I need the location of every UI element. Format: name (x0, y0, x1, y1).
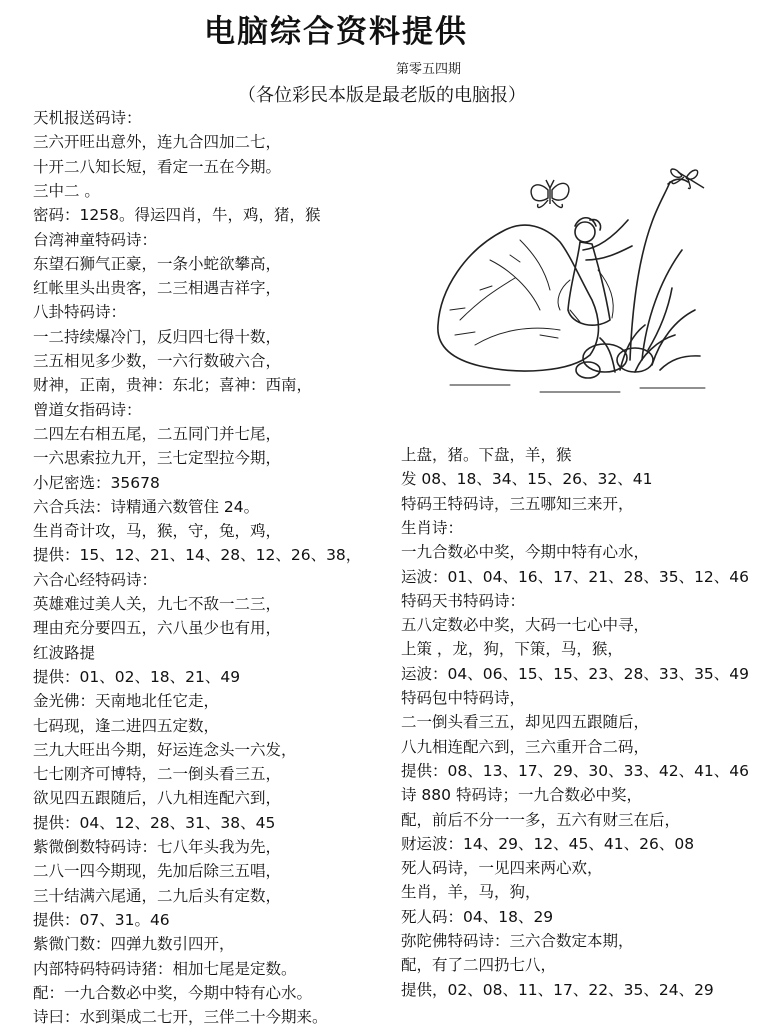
maiden-rock-illustration (420, 160, 720, 410)
right-column-line: 财运波：14、29、12、45、41、26、08 (401, 834, 695, 853)
left-column-line: 台湾神童特码诗： (33, 230, 158, 249)
left-column-line: 生肖奇计攻，马，猴，守，兔，鸡， (33, 522, 282, 541)
left-column-line: 二八一四今期现，先加后除三五唱， (33, 862, 282, 881)
right-column-line: 特码天书特码诗： (401, 591, 526, 610)
left-column-line: 三九大旺出今期，好运连念头一六发， (33, 740, 297, 759)
left-column-line: 提供：07、31。46 (33, 910, 170, 929)
left-column-line: 三六开旺出意外，连九合四加二七， (33, 133, 282, 152)
left-column-line: 东望石狮气正豪，一条小蛇欲攀高， (33, 254, 282, 273)
rock-shape (438, 225, 599, 371)
left-column-line: 八卦特码诗： (33, 303, 127, 322)
right-column-line: 提供：08、13、17、29、30、33、42、41、46 (401, 761, 750, 780)
right-column-line: 死人码：04、18、29 (401, 907, 554, 926)
left-column-line: 小尼密选：35678 (33, 473, 160, 492)
left-column-line: 十开二八知长短，看定一五在今期。 (33, 157, 282, 176)
left-column-line: 一二持续爆冷门，反归四七得十数， (33, 327, 282, 346)
right-column-line: 特码王特码诗，三五哪知三来开， (401, 494, 634, 513)
left-column-line: 英雄难过美人关，九七不敌一二三， (33, 595, 282, 613)
right-column-line: 一九合数必中奖，今期中特有心水， (401, 543, 650, 562)
right-column-line: 发 08、18、34、15、26、32、41 (401, 470, 653, 489)
left-column-line: 理由充分要四五，六八虽少也有用， (33, 619, 282, 638)
right-column-line: 生肖，羊，马，狗， (401, 883, 541, 902)
left-column-line: 曾道女指码诗： (33, 400, 142, 419)
left-column-line: 提供：01、02、18、21、49 (33, 667, 241, 686)
left-column-line: 三五相见多少数，一六行数破六合， (33, 352, 282, 370)
left-column-line: 欲见四五跟随后，八九相连配六到， (33, 789, 282, 808)
right-column-line: 五八定数必中奖，大码一七心中寻， (401, 616, 650, 635)
right-column-line: 配，前后不分一一多，五六有财三在后， (401, 810, 681, 829)
left-column-line: 六合心经特码诗： (33, 570, 158, 589)
issue-number: 第零五四期 (396, 62, 462, 77)
left-column-line: 提供：15、12、21、14、28、12、26、38， (33, 546, 362, 565)
left-column-line: 三中二 。 (33, 181, 100, 200)
left-column-line: 二四左右相五尾，二五同门并七尾， (33, 424, 282, 443)
left-column-line: 密码：1258。得运四肖，牛，鸡，猪，猴 (33, 206, 321, 225)
right-column-line: 配，有了二四扔七八， (401, 956, 557, 975)
left-column-line: 提供：04、12、28、31、38、45 (33, 813, 276, 832)
right-column-line: 运波：01、04、16、17、21、28、35、12、46 (401, 567, 750, 586)
butterfly-icon (531, 180, 569, 207)
left-column-line: 红波路提 (33, 643, 96, 662)
left-column-line: 三十结满六尾通，二九后头有定数， (33, 886, 282, 905)
left-column-line: 配：一九合数必中奖，今期中特有心水。 (33, 983, 313, 1002)
left-column-line: 内部特码特码诗猪：相加七尾是定数。 (33, 959, 297, 978)
right-column-line: 八九相连配六到，三六重开合二码， (401, 737, 650, 756)
left-column-line: 金光佛：天南地北任它走， (33, 692, 220, 711)
left-column-line: 红帐里头出贵客，二三相遇吉祥字， (33, 279, 282, 298)
page-title: 电脑综合资料提供 (204, 14, 468, 50)
left-column-line: 紫微门数：四弹九数引四开， (33, 935, 235, 954)
left-column-line: 六合兵法：诗精通六数管住 24。 (33, 497, 260, 516)
subtitle: （各位彩民本版是最老版的电脑报） (238, 85, 526, 106)
left-column-line: 紫微倒数特码诗：七八年头我为先， (33, 838, 282, 856)
left-column-line: 一六思索拉九开，三七定型拉今期， (33, 449, 282, 468)
right-column-line: 二一倒头看三五，却见四五跟随后， (401, 713, 650, 732)
right-column-line: 运波：04、06、15、15、23、28、33、35、49 (401, 664, 750, 683)
right-column-line: 上盘，猪。下盘，羊，猴 (401, 446, 572, 464)
right-column-line: 提供，02、08、11、17、22、35、24、29 (401, 980, 714, 999)
left-column-line: 七七刚齐可博特，二一倒头看三五， (33, 765, 282, 784)
left-column-line: 诗曰：水到渠成二七开，三伴二十今期来。 (33, 1008, 328, 1027)
right-column-line: 上策 ，龙，狗，下策，马，猴， (401, 640, 623, 659)
left-column-line: 七码现，逢二进四五定数， (33, 716, 220, 735)
right-column-line: 弥陀佛特码诗：三六合数定本期， (401, 932, 634, 950)
left-column-line: 财神，正南，贵神：东北；喜神：西南， (33, 376, 313, 395)
right-column-line: 诗 880 特码诗；一九合数必中奖， (401, 786, 642, 805)
right-column-line: 生肖诗： (401, 518, 464, 537)
right-column-line: 特码包中特码诗， (401, 689, 526, 707)
left-column-line: 天机报送码诗： (33, 109, 142, 127)
right-column-line: 死人码诗，一见四来两心欢， (401, 859, 603, 878)
